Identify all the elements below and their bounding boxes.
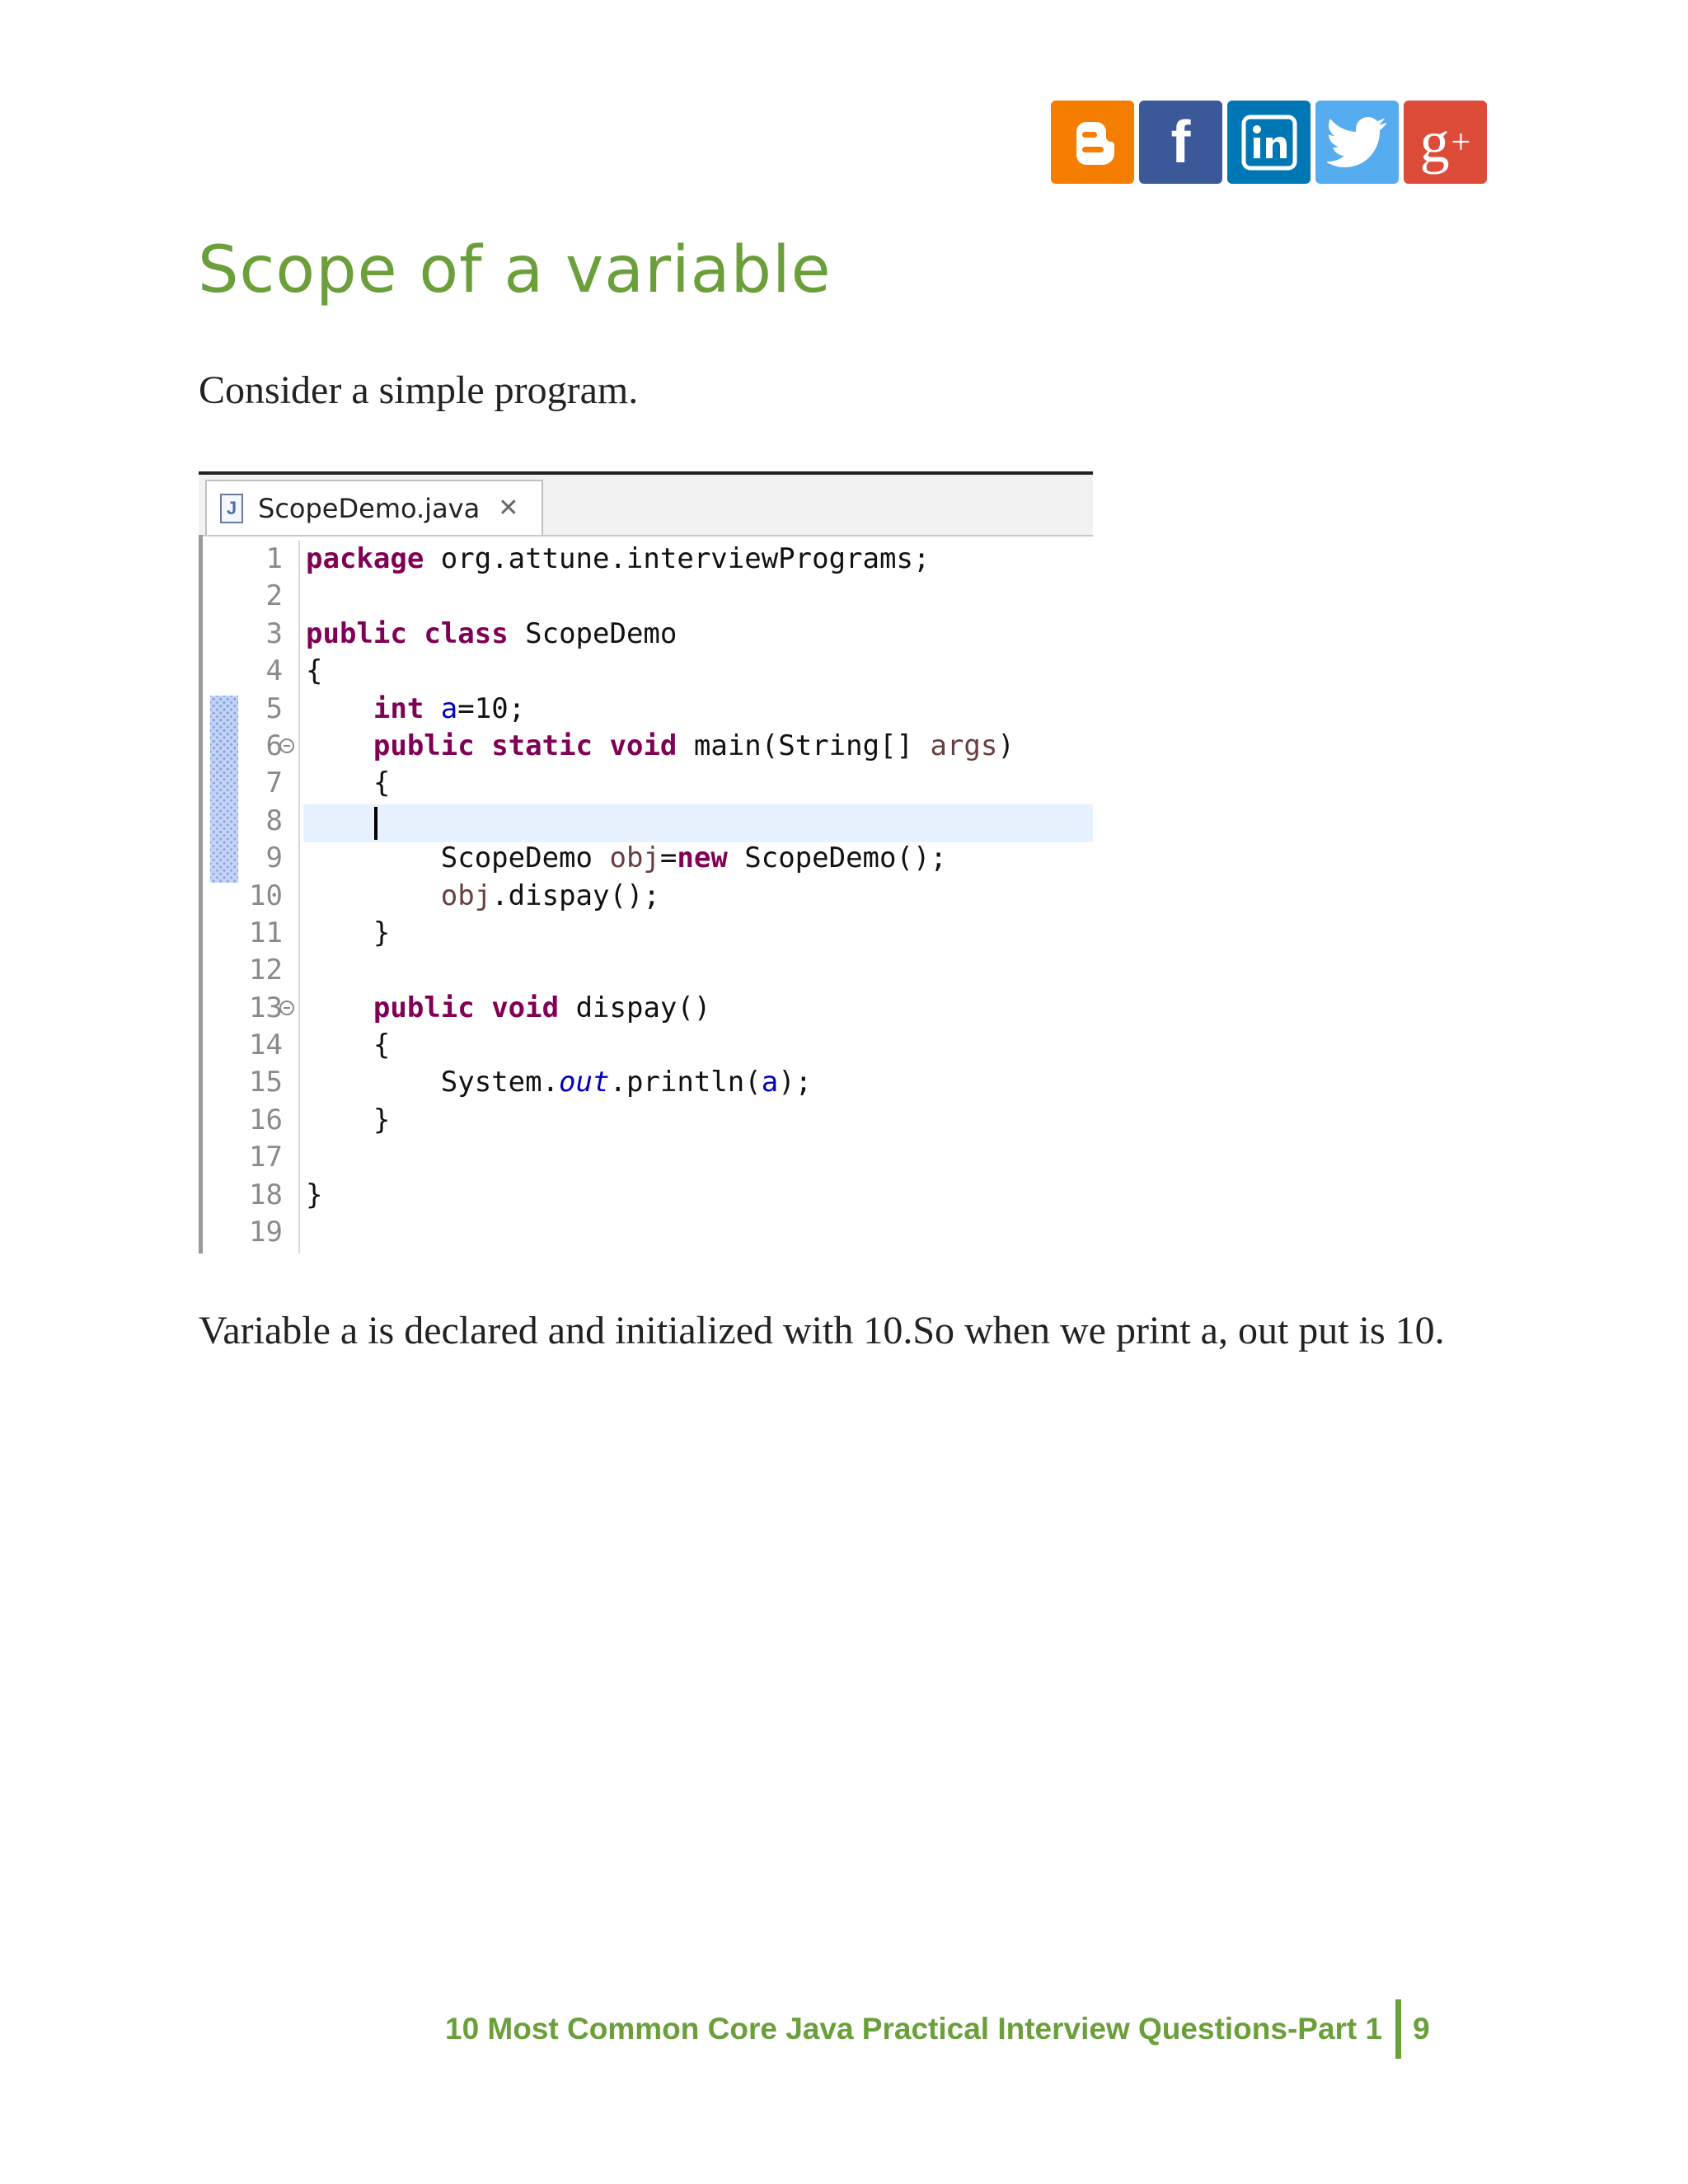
code-line — [199, 915, 1093, 952]
code-line — [199, 1214, 1093, 1251]
facebook-icon[interactable]: f — [1139, 101, 1222, 184]
code-token: .dispay(); — [491, 879, 660, 912]
line-number: 14 — [249, 1029, 283, 1062]
code-token: obj — [609, 841, 660, 875]
twitter-icon[interactable] — [1315, 101, 1399, 184]
code-token: org.attune.interviewPrograms; — [424, 542, 931, 575]
code-token: ScopeDemo — [508, 616, 678, 650]
code-token: ) — [997, 729, 1015, 762]
code-text — [306, 1064, 812, 1101]
code-token: int — [373, 691, 424, 725]
code-line — [199, 616, 1093, 653]
code-token: new — [677, 841, 728, 875]
code-text — [306, 878, 660, 915]
code-token: public — [373, 991, 475, 1024]
code-text — [306, 1027, 390, 1064]
blogger-icon[interactable] — [1051, 101, 1134, 184]
code-token — [306, 879, 441, 912]
line-number: 4 — [265, 654, 283, 688]
line-number: 1 — [265, 542, 283, 575]
intro-paragraph: Consider a simple program. — [199, 368, 639, 412]
code-token: .println( — [609, 1066, 762, 1099]
java-file-icon: J — [220, 494, 243, 523]
code-token: void — [491, 991, 560, 1024]
fold-toggle-icon[interactable] — [279, 1001, 294, 1015]
line-number: 9 — [265, 841, 283, 875]
code-token: { — [306, 1029, 391, 1062]
page-footer — [445, 1999, 1430, 2059]
line-number: 7 — [265, 766, 283, 800]
code-token — [424, 692, 440, 725]
code-token: package — [306, 542, 424, 575]
line-number: 2 — [265, 579, 283, 613]
code-token: = — [659, 841, 678, 875]
social-icons — [1051, 101, 1487, 184]
code-token: { — [306, 766, 391, 800]
line-number: 15 — [249, 1066, 283, 1099]
code-line — [199, 728, 1093, 765]
code-text — [306, 541, 930, 578]
code-token: args — [930, 729, 998, 762]
footer-book-title: 10 Most Common Core Java Practical Interview Questions-Part 1 — [445, 2012, 1383, 2046]
footer-page-number: 9 — [1413, 2012, 1430, 2046]
code-text — [306, 1177, 322, 1214]
line-number: 8 — [265, 804, 283, 837]
code-token: System. — [306, 1066, 560, 1099]
code-line — [199, 1064, 1093, 1101]
code-token — [475, 729, 491, 762]
code-line — [199, 1102, 1093, 1139]
fold-toggle-icon[interactable] — [279, 738, 294, 753]
code-line — [199, 1177, 1093, 1214]
close-tab-icon[interactable]: ✕ — [498, 494, 519, 523]
code-token — [475, 991, 491, 1024]
code-token — [306, 692, 373, 725]
code-text — [306, 1102, 390, 1139]
code-line — [199, 990, 1093, 1027]
code-text — [306, 990, 710, 1027]
code-token — [306, 729, 373, 762]
code-line — [199, 1139, 1093, 1176]
code-token: void — [609, 729, 678, 762]
code-token: obj — [440, 879, 492, 912]
code-line — [199, 878, 1093, 915]
code-text — [306, 616, 677, 653]
code-text — [306, 691, 525, 728]
code-token: class — [424, 616, 509, 650]
code-token: ); — [778, 1066, 813, 1099]
code-token: dispay() — [559, 991, 711, 1024]
code-token: a — [761, 1066, 779, 1099]
line-number: 6 — [265, 729, 283, 762]
line-number: 12 — [249, 954, 283, 987]
line-number: 11 — [249, 916, 283, 949]
code-line — [199, 541, 1093, 578]
code-token: =10; — [457, 691, 526, 725]
code-token: } — [306, 1178, 323, 1212]
code-line — [199, 578, 1093, 615]
code-line — [199, 952, 1093, 989]
code-text — [306, 765, 390, 802]
code-line — [199, 653, 1093, 690]
editor-tab-bar — [199, 475, 1093, 537]
code-text — [306, 653, 322, 690]
code-token: static — [491, 729, 593, 762]
code-line — [199, 840, 1093, 877]
code-line — [199, 1027, 1093, 1064]
code-token — [407, 617, 424, 650]
code-text — [306, 915, 390, 952]
code-token — [593, 729, 609, 762]
code-area[interactable] — [199, 541, 1093, 1251]
code-line — [199, 691, 1093, 728]
explanation-paragraph: Variable a is declared and initialized with 10.So when we print a, out put is 10. — [199, 1309, 1445, 1352]
code-text — [306, 728, 1015, 765]
footer-divider — [1395, 1999, 1401, 2059]
line-number: 18 — [249, 1178, 283, 1212]
code-token: { — [306, 654, 323, 688]
code-token: } — [306, 1103, 391, 1137]
code-token: a — [440, 691, 458, 725]
code-token: ScopeDemo(); — [727, 841, 947, 875]
line-number: 5 — [265, 691, 283, 725]
code-token — [306, 991, 373, 1024]
linkedin-icon[interactable] — [1227, 101, 1311, 184]
code-line — [199, 765, 1093, 802]
editor-tab-label: ScopeDemo.java — [258, 492, 481, 524]
line-number: 16 — [249, 1103, 283, 1137]
line-number: 10 — [249, 879, 283, 912]
googleplus-icon[interactable]: g + — [1404, 101, 1487, 184]
code-token: public — [306, 616, 407, 650]
code-token: out — [559, 1066, 610, 1099]
code-token: main(String[] — [677, 729, 931, 762]
page-title: Scope of a variable — [198, 233, 832, 307]
line-number: 3 — [265, 616, 283, 650]
code-editor-screenshot — [199, 471, 1093, 1254]
editor-tab[interactable] — [205, 480, 543, 535]
line-number: 17 — [249, 1141, 283, 1174]
code-text — [306, 840, 947, 877]
code-token: public — [373, 729, 475, 762]
line-number: 19 — [249, 1216, 283, 1249]
code-line — [199, 803, 1093, 840]
code-token: ScopeDemo — [306, 841, 610, 875]
line-number: 13 — [249, 991, 283, 1024]
code-token: } — [306, 916, 391, 949]
